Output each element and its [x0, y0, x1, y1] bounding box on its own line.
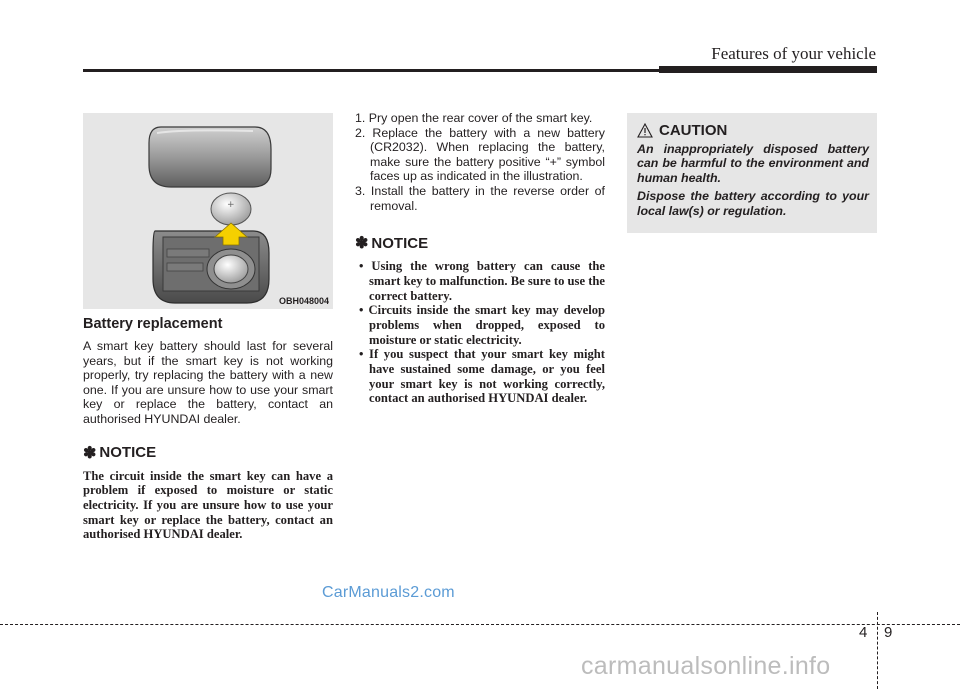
header-title: Features of your vehicle — [711, 44, 876, 63]
battery-replacement-heading: Battery replacement — [83, 316, 223, 332]
left-column — [83, 316, 333, 542]
caution-title: CAUTION — [659, 122, 728, 139]
notice-heading — [83, 443, 333, 463]
caution-paragraph: Dispose the battery according to your local law(s) or regulation. — [637, 189, 869, 218]
notice-bullets — [355, 259, 605, 406]
notice-title: NOTICE — [99, 444, 157, 462]
footer-divider — [877, 612, 878, 689]
smart-key-drawing — [83, 113, 333, 309]
step-item: 2. Replace the battery with a new battery (CR2032). When replacing the battery, make sure the battery positive “+” symbol faces up as indicated in the illustration. — [355, 125, 605, 184]
watermark-carmanuals2: CarManuals2.com — [322, 584, 455, 601]
caution-box — [627, 113, 877, 233]
star-asterisk-icon: ✽ — [355, 235, 369, 253]
notice-heading — [355, 233, 605, 253]
smart-key-battery-illustration — [83, 113, 333, 309]
caution-heading — [637, 122, 727, 139]
caution-text — [637, 142, 869, 222]
caution-paragraph: An inappropriately disposed battery can be harmful to the environment and human health. — [637, 142, 869, 185]
header-rule — [83, 69, 659, 72]
star-asterisk-icon: ✽ — [83, 444, 97, 462]
footer-rule — [0, 624, 960, 625]
step-item: 1. Pry open the rear cover of the smart key. — [355, 111, 593, 125]
warning-triangle-icon — [637, 123, 653, 138]
header-rule-accent — [659, 66, 877, 73]
replacement-steps — [355, 111, 605, 213]
notice-title: NOTICE — [371, 234, 429, 252]
notice-bullet-item: • Using the wrong battery can cause the smart key to malfunction. Be sure to use the correct battery. — [359, 259, 605, 303]
notice-text: The circuit inside the smart key can have a problem if exposed to moisture or static electricity. If you are unsure how to use your smart key or replace the battery, contact an authorised HYUNDAI dealer. — [83, 468, 333, 542]
battery-replacement-text: A smart key battery should last for several years, but if the smart key is not working properly, try replacing the battery with a new one. If you are unsure how to use your smart key or replace the battery, contact an authorised HYUNDAI dealer. — [83, 339, 333, 426]
middle-column — [355, 111, 605, 406]
watermark-carmanualsonline: carmanualsonline.info — [581, 652, 831, 680]
chapter-number: 4 — [859, 624, 868, 641]
notice-bullet-item: • If you suspect that your smart key might have sustained some damage, or you feel your smart key is not working correctly, contact an authorised HYUNDAI dealer. — [359, 347, 605, 406]
svg-text:+: + — [227, 200, 235, 210]
figure-code: OBH048004 — [278, 296, 329, 306]
step-item: 3. Install the battery in the reverse order of removal. — [355, 183, 605, 213]
notice-bullet-item: • Circuits inside the smart key may develop problems when dropped, exposed to moisture or static electricity. — [359, 303, 605, 347]
page-number: 9 — [884, 624, 893, 641]
